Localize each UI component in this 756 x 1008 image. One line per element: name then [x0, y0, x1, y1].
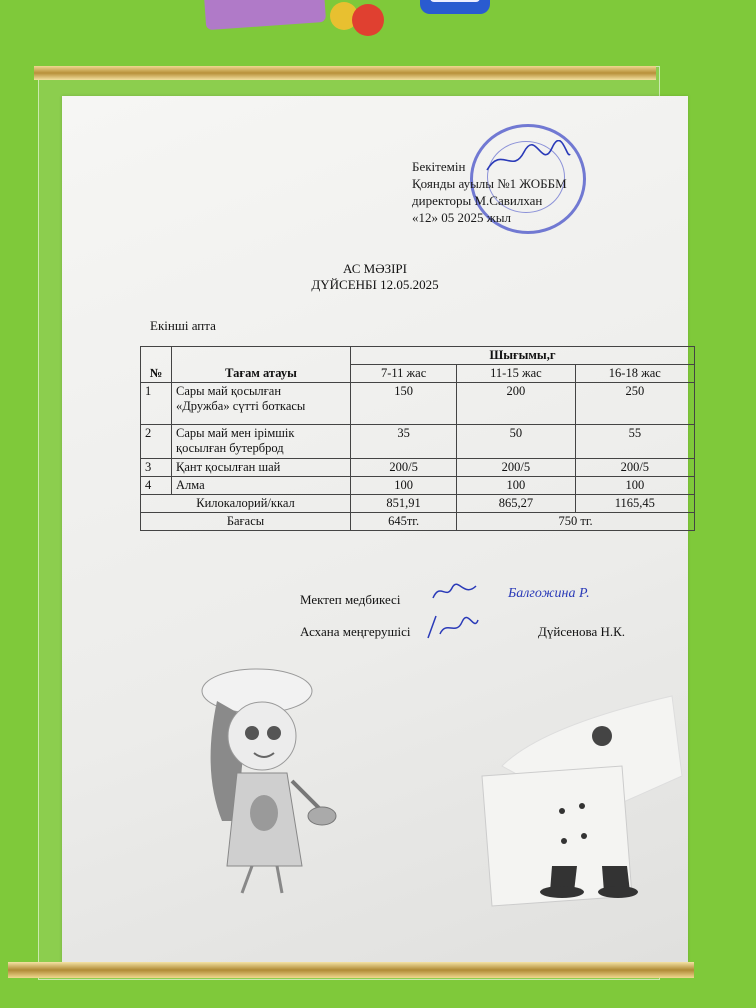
- row-dish: Алма: [172, 477, 351, 495]
- approval-line: директоры М.Савилхан: [412, 193, 543, 208]
- row-num: 1: [141, 383, 172, 425]
- document-title: [62, 261, 688, 293]
- row-value: 35: [351, 425, 457, 459]
- row-num: 4: [141, 477, 172, 495]
- nurse-signature: [430, 580, 480, 604]
- approval-line: Қоянды ауылы №1 ЖОББМ: [412, 176, 567, 191]
- row-dish: [172, 383, 351, 425]
- toy-decoration: [204, 0, 326, 30]
- row-value: 55: [575, 425, 694, 459]
- row-dish: Қант қосылған шай: [172, 459, 351, 477]
- row-value: 100: [575, 477, 694, 495]
- kcal-value: 851,91: [351, 495, 457, 513]
- header-num: №: [141, 347, 172, 383]
- menu-table: [140, 346, 695, 531]
- kcal-label: Килокалорий/ккал: [141, 495, 351, 513]
- table-row: [141, 459, 695, 477]
- toy-decoration: [420, 0, 490, 14]
- dish-name: қосылған бутерброд: [176, 441, 284, 455]
- age-col: 16-18 жас: [575, 365, 694, 383]
- table-row: [141, 425, 695, 459]
- canteen-label: Асхана меңгерушісі: [300, 624, 411, 639]
- kcal-value: 865,27: [457, 495, 575, 513]
- row-value: 200: [457, 383, 575, 425]
- row-value: 200/5: [457, 459, 575, 477]
- row-dish: [172, 425, 351, 459]
- row-num: 3: [141, 459, 172, 477]
- table-row: [141, 477, 695, 495]
- frame-rail-top: [34, 66, 656, 80]
- nurse-name: Балгожина Р.: [508, 586, 590, 601]
- toy-decoration: [352, 4, 384, 36]
- approval-line: Бекітемін: [412, 159, 466, 174]
- header-yield: Шығымы,г: [351, 347, 695, 365]
- price-value: 645тг.: [351, 513, 457, 531]
- canteen-signature: [422, 612, 482, 642]
- girl-cook-illustration: [182, 661, 402, 901]
- title-line: ДҮЙСЕНБІ 12.05.2025: [311, 277, 439, 292]
- dish-name: Сары май қосылған: [176, 384, 282, 398]
- header-dish: Тағам атауы: [172, 347, 351, 383]
- row-value: 200/5: [351, 459, 457, 477]
- row-value: 100: [457, 477, 575, 495]
- nurse-label: Мектеп медбикесі: [300, 592, 401, 607]
- table-row: [141, 383, 695, 425]
- week-label: Екінші апта: [150, 318, 216, 333]
- row-value: 200/5: [575, 459, 694, 477]
- row-value: 250: [575, 383, 694, 425]
- kcal-value: 1165,45: [575, 495, 694, 513]
- dish-name: «Дружба» сүтті боткасы: [176, 399, 306, 413]
- menu-sheet: [62, 96, 688, 962]
- table-header-row: [141, 347, 695, 365]
- row-num: 2: [141, 425, 172, 459]
- row-value: 100: [351, 477, 457, 495]
- frame-rail-bottom: [8, 962, 694, 978]
- approval-block: [412, 158, 567, 226]
- dish-name: Сары май мен ірімшік: [176, 426, 295, 440]
- title-line: АС МӘЗІРІ: [342, 261, 407, 276]
- price-row: [141, 513, 695, 531]
- age-col: 7-11 жас: [351, 365, 457, 383]
- approval-line: «12» 05 2025 жыл: [412, 210, 511, 225]
- kcal-row: [141, 495, 695, 513]
- price-label: Бағасы: [141, 513, 351, 531]
- row-value: 150: [351, 383, 457, 425]
- price-value: 750 тг.: [457, 513, 695, 531]
- row-value: 50: [457, 425, 575, 459]
- chef-illustration: [422, 666, 692, 916]
- canteen-name: Дүйсенова Н.К.: [538, 624, 626, 639]
- age-col: 11-15 жас: [457, 365, 575, 383]
